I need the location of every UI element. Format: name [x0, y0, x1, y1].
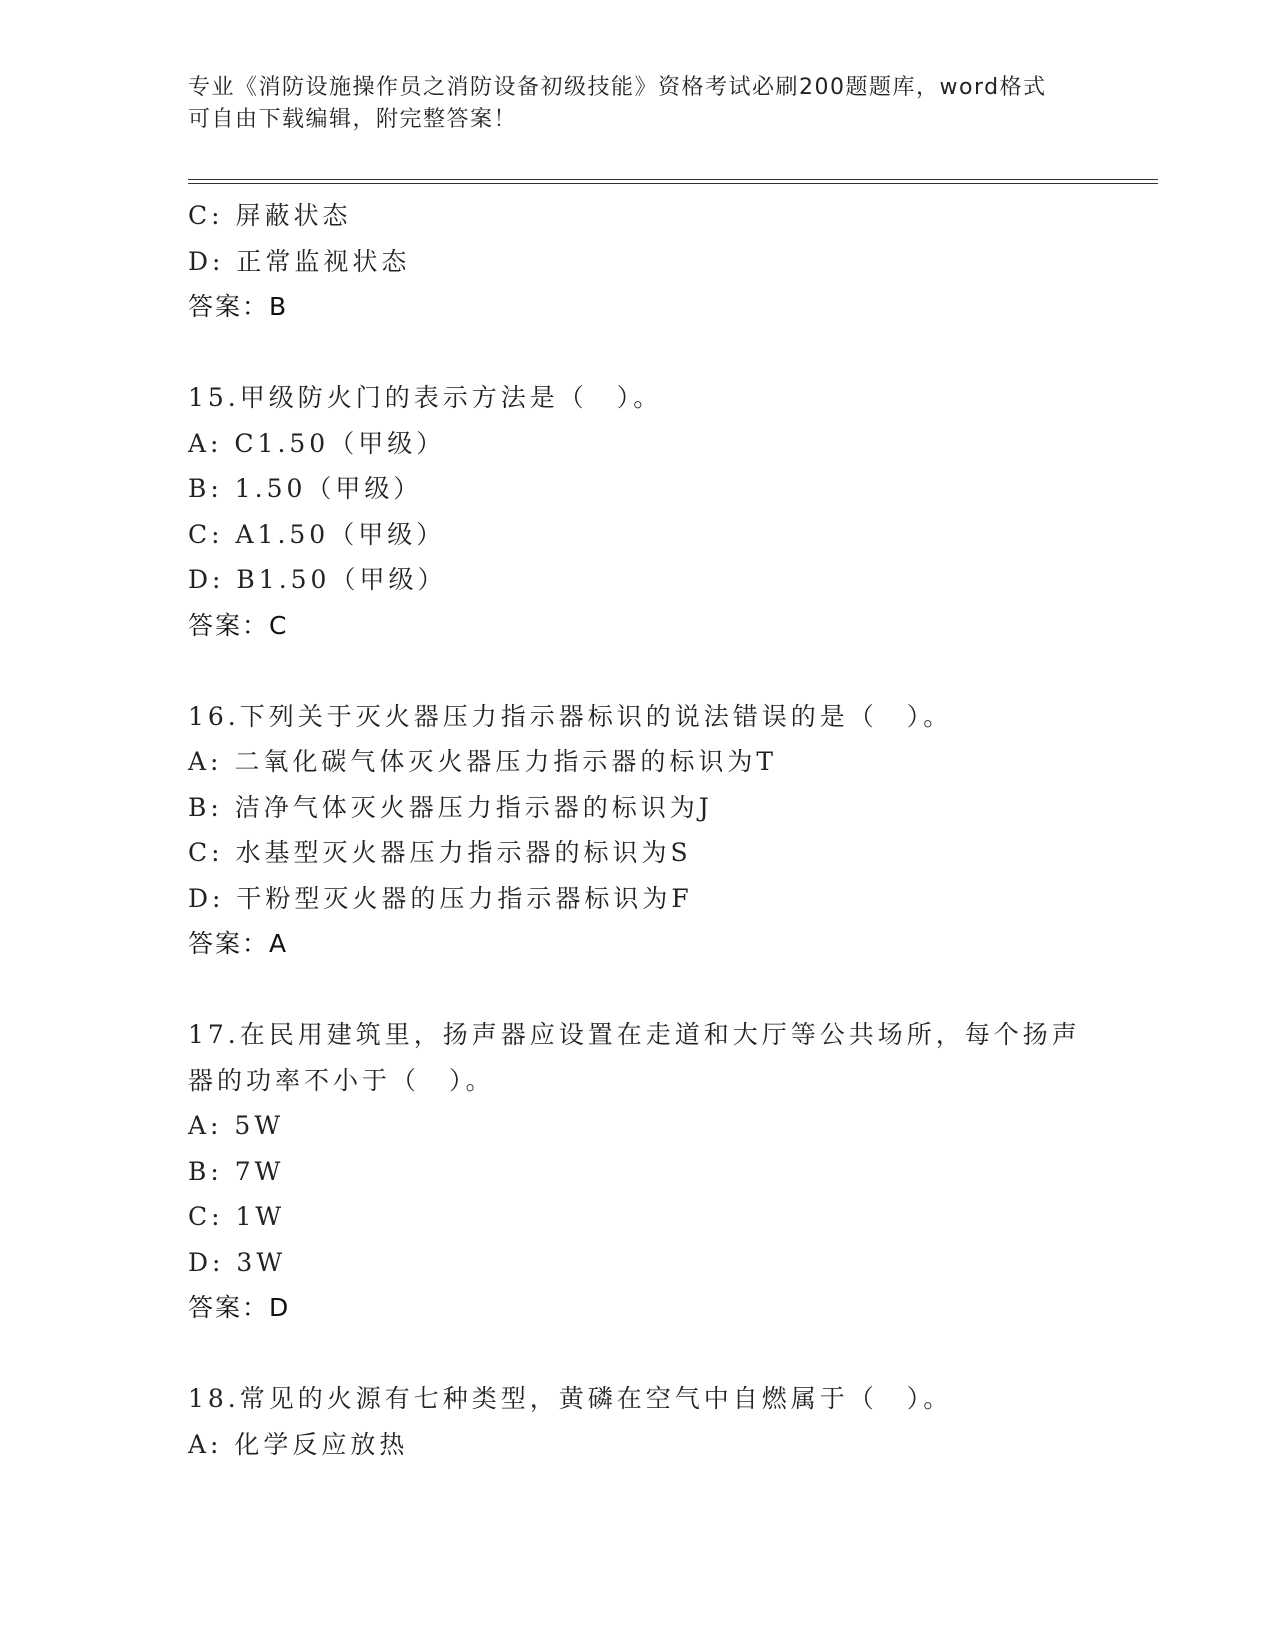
- answer-line: 答案：D: [188, 1293, 291, 1322]
- question-16: [188, 694, 1088, 967]
- page-header: [188, 72, 1068, 136]
- spacer: [188, 967, 1088, 1013]
- option-b: B: 洁净气体灭火器压力指示器的标识为J: [188, 792, 713, 822]
- question-17: [188, 1012, 1088, 1331]
- option-a: A: 化学反应放热: [188, 1429, 409, 1459]
- spacer: [188, 648, 1088, 694]
- spacer: [188, 1331, 1088, 1377]
- option-c: C: 屏蔽状态: [188, 201, 352, 230]
- answer-line: 答案：C: [188, 610, 289, 640]
- option-c: C: A1.50（甲级）: [188, 519, 446, 549]
- option-a: A: 二氧化碳气体灭火器压力指示器的标识为T: [188, 747, 778, 776]
- question-stem-line-1: 17.在民用建筑里，扬声器应设置在走道和大厅等公共场所，每个扬声: [188, 1020, 1081, 1049]
- question-stem-line-2: 器的功率不小于（ ）。: [188, 1065, 495, 1095]
- option-d: D: B1.50（甲级）: [188, 565, 447, 594]
- answer-line: 答案：A: [188, 929, 289, 958]
- option-c: C: 1W: [188, 1202, 286, 1231]
- question-stem: 18.常见的火源有七种类型，黄磷在空气中自燃属于（ ）。: [188, 1384, 953, 1413]
- header-divider: [188, 179, 1158, 180]
- header-title: 专业《消防设施操作员之消防设备初级技能》资格考试必刷200题题库，word格式可自由下载编辑，附完整答案！: [188, 75, 1047, 132]
- answer-line: 答案：B: [188, 292, 289, 321]
- spacer: [188, 330, 1088, 376]
- option-b: B: 1.50（甲级）: [188, 474, 423, 503]
- question-stem: 16.下列关于灭火器压力指示器标识的说法错误的是（ ）。: [188, 701, 953, 731]
- question-18: [188, 1376, 1088, 1467]
- option-d: D: 正常监视状态: [188, 246, 411, 276]
- question-14-continuation: [188, 193, 1088, 330]
- question-list: [188, 193, 1088, 1467]
- option-b: B: 7W: [188, 1156, 285, 1186]
- question-15: [188, 375, 1088, 648]
- question-stem: 15.甲级防火门的表示方法是（ ）。: [188, 383, 663, 412]
- option-c: C: 水基型灭火器压力指示器的标识为S: [188, 838, 692, 867]
- header-divider-secondary: [188, 183, 1158, 184]
- option-d: D: 3W: [188, 1247, 287, 1277]
- option-a: A: C1.50（甲级）: [188, 428, 446, 458]
- option-d: D: 干粉型灭火器的压力指示器标识为F: [188, 883, 693, 913]
- option-a: A: 5W: [188, 1111, 285, 1140]
